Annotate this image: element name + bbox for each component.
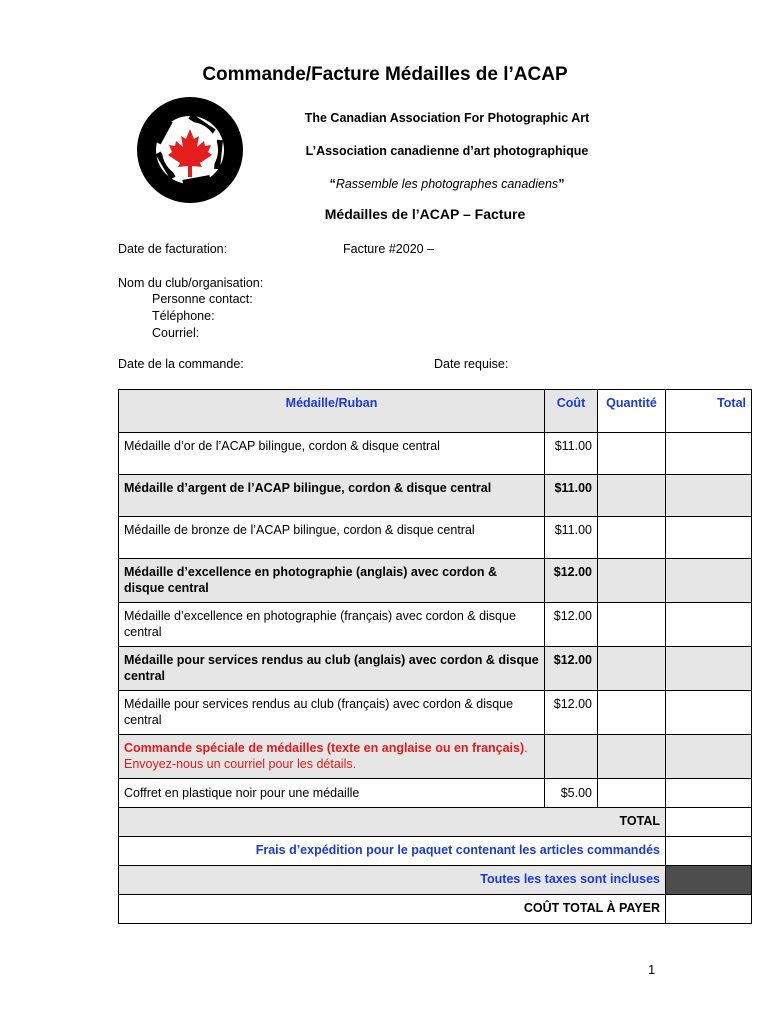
item-description: Médaille pour services rendus au club (anglais) avec cordon & disque central [119,647,545,691]
quantity-cell[interactable] [598,691,666,735]
header-cost: Coût [545,390,598,433]
table-row [119,433,752,475]
item-description-special [119,735,545,779]
item-description: Coffret en plastique noir pour une médaille [119,779,545,808]
section-title: Médailles de l’ACAP – Facture [324,206,526,222]
shipping-value-cell [666,837,752,866]
required-date-label: Date requise: [434,357,509,371]
total-cell [666,559,752,603]
quantity-cell[interactable] [598,433,666,475]
total-cell [666,517,752,559]
item-description: Médaille pour services rendus au club (français) avec cordon & disque central [119,691,545,735]
invoice-number-label: Facture #2020 – [343,242,435,256]
quantity-cell[interactable] [598,475,666,517]
phone-label: Téléphone: [152,309,215,323]
total-cell [666,691,752,735]
item-description: Médaille de bronze de l’ACAP bilingue, cordon & disque central [119,517,545,559]
item-description: Médaille d’excellence en photographie (français) avec cordon & disque central [119,603,545,647]
table-row [119,559,752,603]
quantity-cell[interactable] [598,779,666,808]
total-cell [666,603,752,647]
email-label: Courriel: [152,326,200,340]
table-row [119,735,752,779]
grand-total-value-cell [666,895,752,924]
table-row [119,691,752,735]
special-order-title: Commande spéciale de médailles (texte en anglaise ou en français) [124,741,525,755]
quantity-cell[interactable] [598,559,666,603]
table-row [119,603,752,647]
header-total: Total [666,390,752,433]
quote-open: “ [329,177,336,191]
item-cost: $11.00 [545,517,598,559]
total-cell [666,735,752,779]
total-cell [666,779,752,808]
page-number: 1 [648,962,656,977]
shipping-label: Frais d’expédition pour le paquet contenant les articles commandés [119,837,666,866]
table-row [119,517,752,559]
table-header-row [119,390,752,433]
contact-person-label: Personne contact: [152,292,253,306]
header-item: Médaille/Ruban [119,390,545,433]
quantity-cell[interactable] [598,517,666,559]
summary-taxes-row [119,866,752,895]
acap-logo [137,97,243,203]
summary-total-row [119,808,752,837]
item-description: Médaille d’or de l’ACAP bilingue, cordon & disque central [119,433,545,475]
item-description: Médaille d’argent de l’ACAP bilingue, cordon & disque central [119,475,545,517]
item-cost: $11.00 [545,475,598,517]
item-cost: $12.00 [545,603,598,647]
item-cost: $12.00 [545,691,598,735]
item-cost: $12.00 [545,647,598,691]
quantity-cell[interactable] [598,603,666,647]
header-quantity: Quantité [598,390,666,433]
table-row [119,779,752,808]
item-cost [545,735,598,779]
org-name-fr: L’Association canadienne d’art photographique [305,144,589,158]
page-title: Commande/Facture Médailles de l’ACAP [202,64,568,85]
tagline [265,177,629,191]
total-cell [666,475,752,517]
summary-shipping-row [119,837,752,866]
grand-total-label: COÛT TOTAL À PAYER [119,895,666,924]
billing-date-label: Date de facturation: [118,242,228,256]
taxes-value-cell [666,866,752,895]
quantity-cell[interactable] [598,647,666,691]
table-row [119,475,752,517]
table-row [119,647,752,691]
order-table [118,389,752,924]
order-date-label: Date de la commande: [118,357,244,371]
special-order-note: . Envoyez-nous un courriel pour les détails. [124,741,528,771]
item-cost: $12.00 [545,559,598,603]
item-cost: $11.00 [545,433,598,475]
summary-grand-total-row [119,895,752,924]
club-name-label: Nom du club/organisation: [118,276,264,290]
org-name-en: The Canadian Association For Photographic Art [304,111,590,125]
tagline-text: Rassemble les photographes canadiens [335,177,559,191]
quote-close: ” [558,177,565,191]
total-cell [666,433,752,475]
total-value-cell [666,808,752,837]
total-cell [666,647,752,691]
total-label: TOTAL [119,808,666,837]
item-description: Médaille d’excellence en photographie (anglais) avec cordon & disque central [119,559,545,603]
item-cost: $5.00 [545,779,598,808]
quantity-cell[interactable] [598,735,666,779]
taxes-label: Toutes les taxes sont incluses [119,866,666,895]
